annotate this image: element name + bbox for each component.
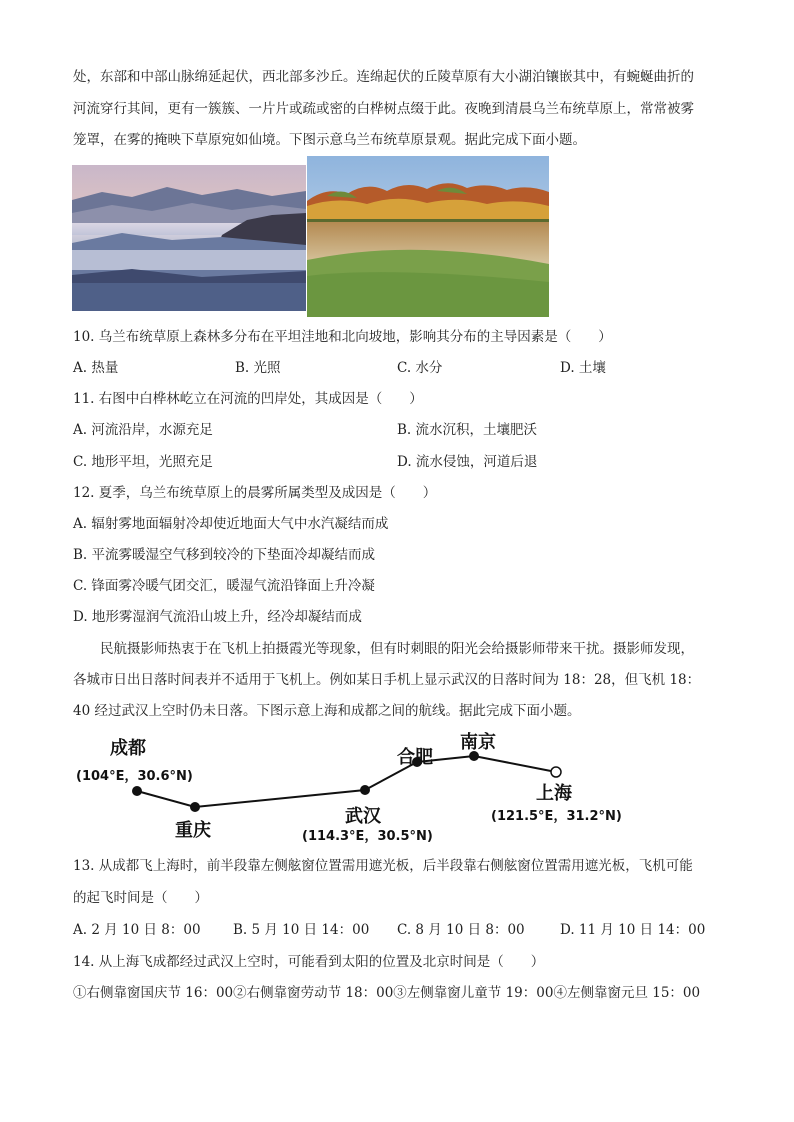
birch-lake-photo [307, 156, 549, 317]
q11-option-a: A. 河流沿岸，水源充足 [73, 422, 213, 438]
q11-option-c: C. 地形平坦，光照充足 [73, 454, 213, 470]
q13-option-d: D. 11 月 10 日 14：00 [560, 922, 706, 938]
wuhan-coord: (114.3°E，30.5°N) [302, 829, 433, 844]
q13-option-b: B. 5 月 10 日 14：00 [233, 922, 370, 938]
q10-option-d: D. 土壤 [560, 360, 606, 376]
chengdu-point [132, 786, 142, 796]
q11-stem: 11. 右图中白桦林屹立在河流的凹岸处，其成因是（ ） [73, 391, 423, 407]
q10-option-b: B. 光照 [235, 360, 281, 376]
passage2-line-3: 40 经过武汉上空时仍未日落。下图示意上海和成都之间的航线。据此完成下面小题。 [73, 703, 581, 719]
nanjing-label: 南京 [460, 732, 496, 753]
q12-option-b: B. 平流雾暖湿空气移到较冷的下垫面冷却凝结而成 [73, 547, 376, 563]
route-map [70, 725, 650, 845]
hefei-label: 合肥 [397, 747, 433, 768]
shanghai-point [551, 767, 561, 777]
q12-option-c: C. 锋面雾冷暖气团交汇，暖湿气流沿锋面上升冷凝 [73, 578, 375, 594]
shanghai-coord: (121.5°E，31.2°N) [491, 809, 622, 824]
shanghai-label: 上海 [536, 783, 572, 804]
chongqing-point [190, 802, 200, 812]
q12-option-d: D. 地形雾湿润气流沿山坡上升，经冷却凝结而成 [73, 609, 362, 625]
q14-choices: ①右侧靠窗国庆节 16：00②右侧靠窗劳动节 18：00③左侧靠窗儿童节 19：00④左侧靠窗元旦 15：00 [73, 985, 701, 1001]
chengdu-label: 成都 [110, 738, 146, 759]
q11-option-b: B. 流水沉积，土壤肥沃 [397, 422, 538, 438]
wuhan-label: 武汉 [345, 806, 381, 827]
wuhan-point [360, 785, 370, 795]
q10-option-a: A. 热量 [73, 360, 119, 376]
misty-grassland-photo [72, 165, 306, 311]
chongqing-label: 重庆 [175, 820, 211, 841]
intro-line-2: 河流穿行其间，更有一簇簇、一片片或疏或密的白桦树点缀于此。夜晚到清晨乌兰布统草原上，常常被雾 [73, 101, 694, 117]
passage2-line-1: 民航摄影师热衷于在飞机上拍摄霞光等现象，但有时刺眼的阳光会给摄影师带来干扰。摄影师发现， [100, 641, 694, 657]
intro-line-1: 处，东部和中部山脉绵延起伏，西北部多沙丘。连绵起伏的丘陵草原有大小湖泊镶嵌其中，有蜿蜒曲折的 [73, 69, 694, 85]
q13-stem-line-1: 13. 从成都飞上海时，前半段靠左侧舷窗位置需用遮光板，后半段靠右侧舷窗位置需用遮光板，飞机可能 [73, 858, 693, 874]
q13-option-c: C. 8 月 10 日 8：00 [397, 922, 525, 938]
chengdu-coord: (104°E，30.6°N) [76, 769, 193, 784]
q14-stem: 14. 从上海飞成都经过武汉上空时，可能看到太阳的位置及北京时间是（ ） [73, 954, 545, 970]
q13-stem-line-2: 的起飞时间是（ ） [73, 890, 208, 906]
flight-route-line [137, 756, 556, 807]
q10-option-c: C. 水分 [397, 360, 443, 376]
intro-line-3: 笼罩，在雾的掩映下草原宛如仙境。下图示意乌兰布统草原景观。据此完成下面小题。 [73, 132, 586, 148]
q12-option-a: A. 辐射雾地面辐射冷却使近地面大气中水汽凝结而成 [73, 516, 389, 532]
q11-option-d: D. 流水侵蚀，河道后退 [397, 454, 538, 470]
passage2-line-2: 各城市日出日落时间表并不适用于飞机上。例如某日手机上显示武汉的日落时间为 18：28，但飞机 18： [73, 672, 701, 688]
q12-stem: 12. 夏季，乌兰布统草原上的晨雾所属类型及成因是（ ） [73, 485, 437, 501]
q10-stem: 10. 乌兰布统草原上森林多分布在平坦洼地和北向坡地，影响其分布的主导因素是（ ） [73, 329, 612, 345]
q13-option-a: A. 2 月 10 日 8：00 [73, 922, 201, 938]
